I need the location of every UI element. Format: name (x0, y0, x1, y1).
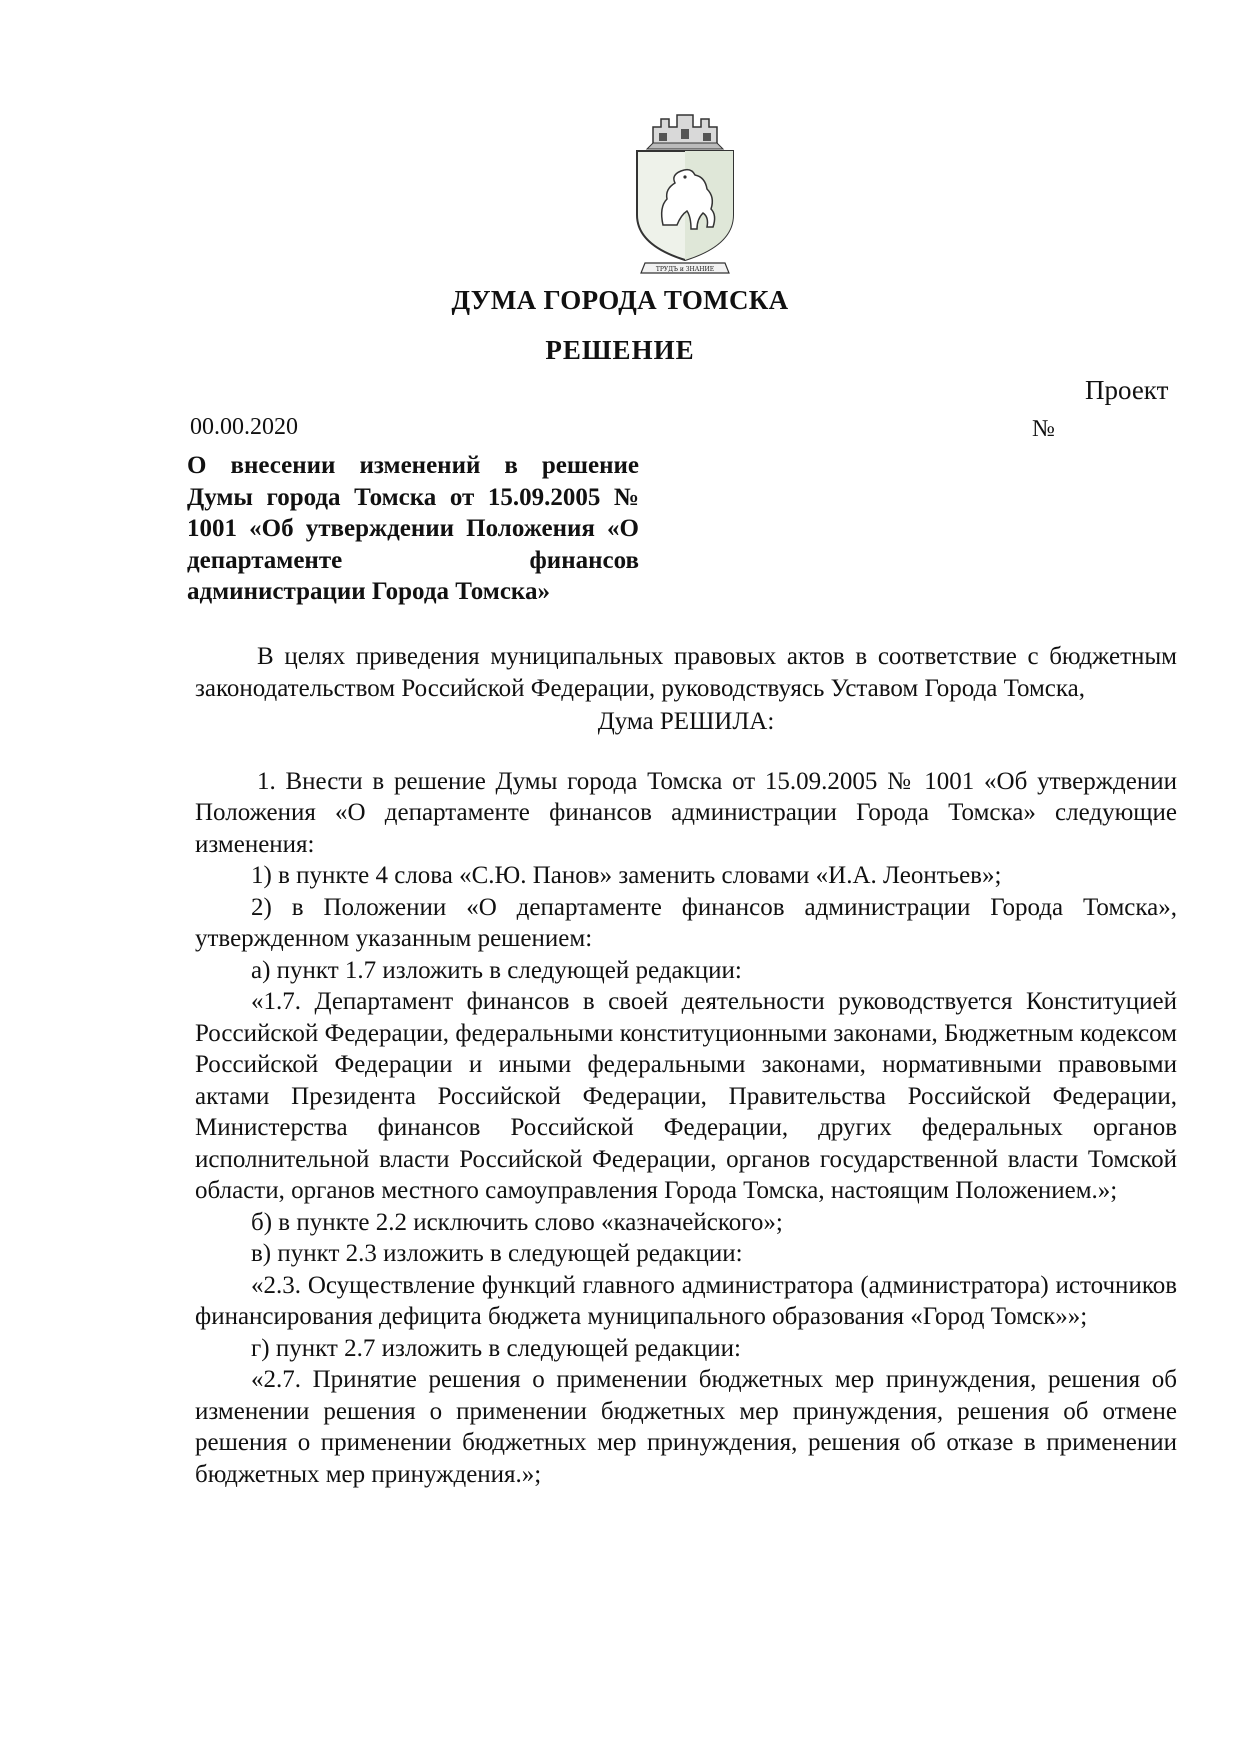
emblem-ribbon-text: ТРУДЪ и ЗНАНИЕ (655, 266, 715, 273)
draft-label: Проект (1085, 375, 1169, 405)
subitem-g-paragraph: г) пункт 2.7 изложить в следующей редакции: (251, 1334, 741, 1362)
preamble-paragraph: В целях приведения муниципальных правовых актов в соответствие с бюджетным законодательством Российской Федерации, руководствуясь Уставом Города Томска, (195, 643, 1177, 702)
subitem-b-paragraph: б) в пункте 2.2 исключить слово «казначейского»; (251, 1208, 783, 1236)
document-body (195, 641, 1177, 1490)
subitem-v-paragraph: в) пункт 2.3 изложить в следующей редакции: (251, 1240, 743, 1267)
quote-2-7-paragraph: «2.7. Принятие решения о применении бюджетных мер принуждения, решения об изменении решения о применении бюджетных мер принуждения, решения об отмене решения о применении бюджетных мер принуждения, решения об отказе в применении бюджетных мер принуждения.»; (195, 1366, 1177, 1488)
document-number-label: № (1032, 416, 1055, 442)
quote-2-3-paragraph: «2.3. Осуществление функций главного администратора (администратора) источников финансирования дефицита бюджета муниципального образования «Город Томск»»; (195, 1271, 1177, 1330)
tomsk-coat-of-arms-icon (625, 105, 745, 283)
organization-title: ДУМА ГОРОДА ТОМСКА (451, 285, 789, 315)
quote-1-7-paragraph: «1.7. Департамент финансов в своей деятельности руководствуется Конституцией Российской Федерации, федеральными конституционными законами, Бюджетным кодексом Российской Федерации и иными федеральными законами, нормативными правовыми актами Президента Российской Федерации, Правительства Российской Федерации, Министерства финансов Российской Федерации, других федеральных органов исполнительной власти Российской Федерации, органов государственной власти Томской области, органов местного самоуправления Города Томска, настоящим Положением.»; (195, 988, 1177, 1204)
document-type-title: РЕШЕНИЕ (545, 335, 695, 365)
item-1-paragraph: 1. Внести в решение Думы города Томска от 15.09.2005 № 1001 «Об утверждении Положения «О департаменте финансов администрации Города Томска» следующие изменения: (195, 767, 1177, 858)
document-subject: О внесении изменений в решение Думы города Томска от 15.09.2005 № 1001 «Об утверждении Положения «О департаменте финансов администрации Города Томска» (187, 452, 639, 605)
item-1-1-paragraph: 1) в пункте 4 слова «С.Ю. Панов» заменить словами «И.А. Леонтьев»; (251, 862, 1002, 889)
subitem-a-paragraph: а) пункт 1.7 изложить в следующей редакции: (251, 956, 742, 984)
resolved-heading: Дума РЕШИЛА: (597, 708, 775, 735)
document-date: 00.00.2020 (190, 414, 298, 440)
item-1-2-paragraph: 2) в Положении «О департаменте финансов администрации Города Томска», утвержденном указанным решением: (195, 893, 1177, 952)
